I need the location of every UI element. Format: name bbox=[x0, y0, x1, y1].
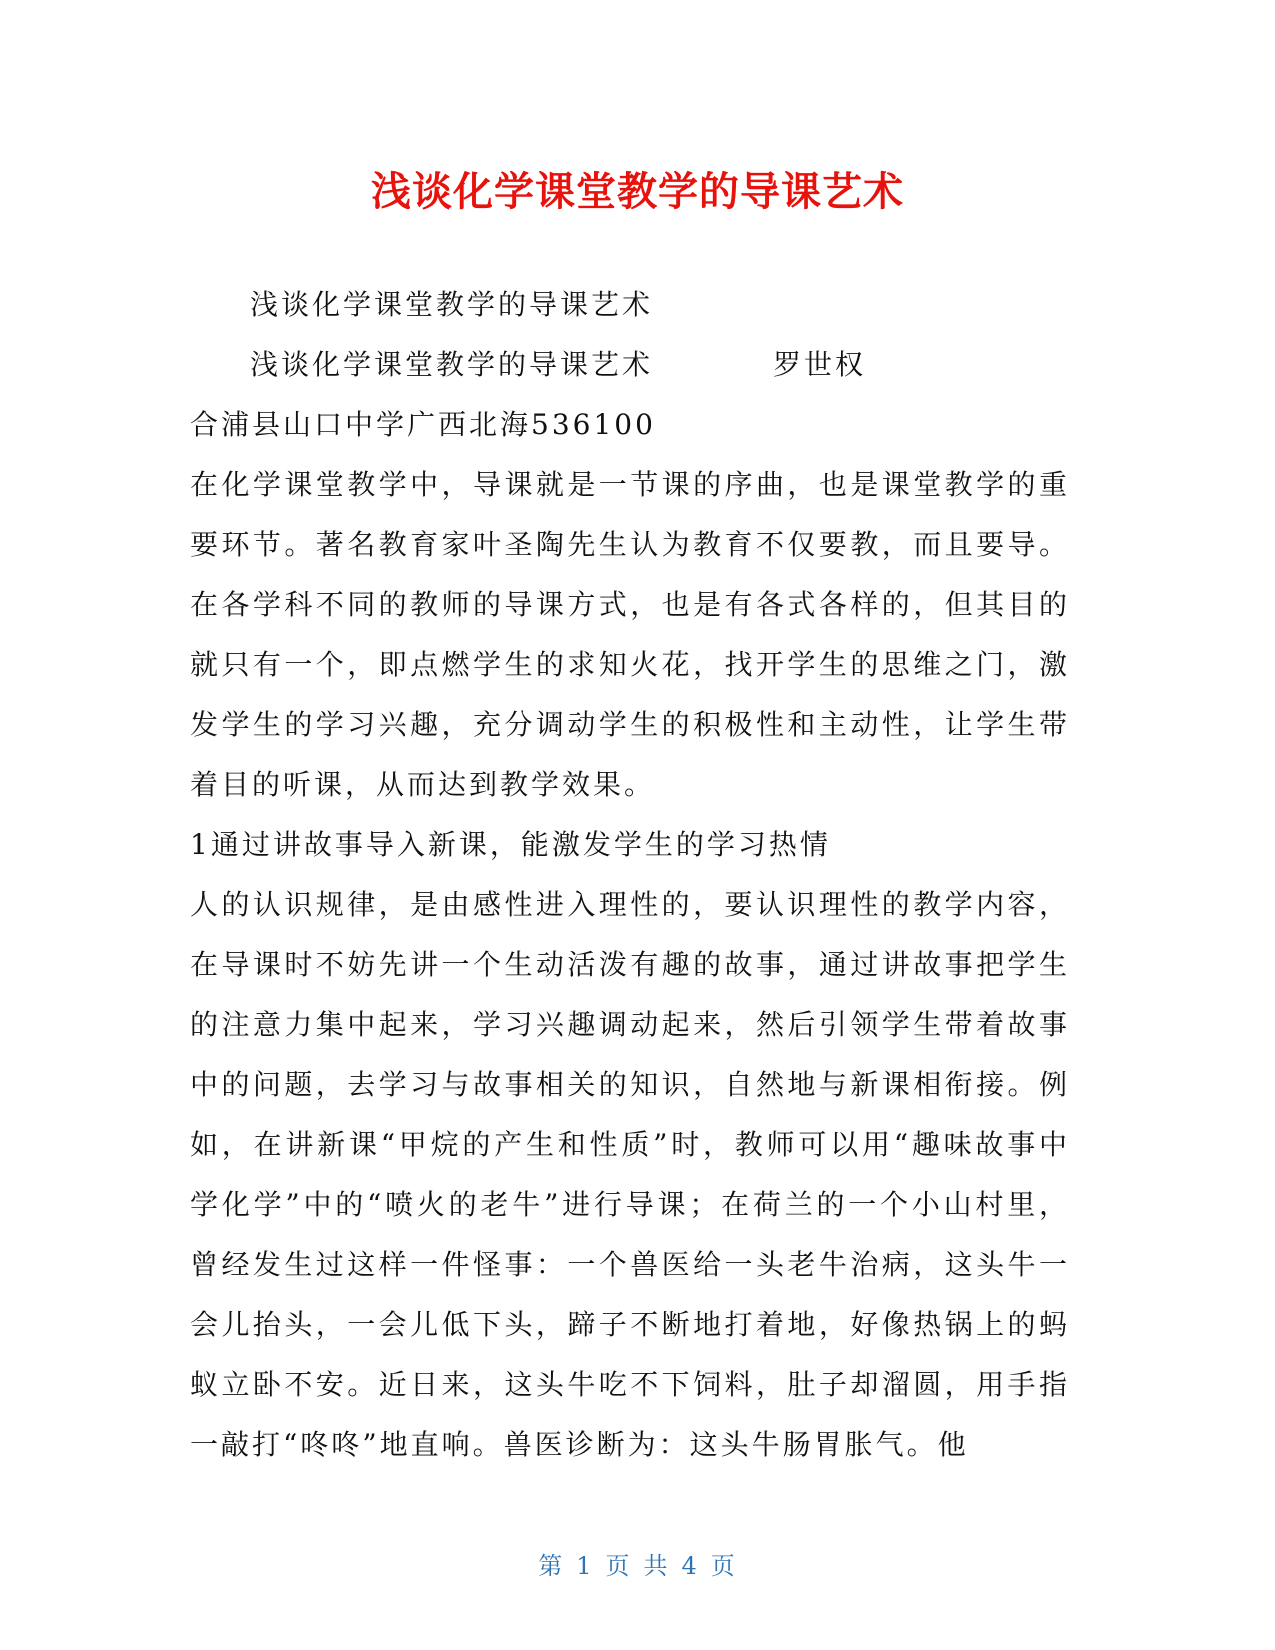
subtitle: 浅谈化学课堂教学的导课艺术 bbox=[250, 288, 654, 321]
footer-page-number: 1 bbox=[576, 1552, 594, 1580]
byline-title: 浅谈化学课堂教学的导课艺术 bbox=[250, 348, 654, 381]
footer-label-gong: 共 bbox=[643, 1552, 670, 1580]
paragraph-section-1: 人的认识规律，是由感性进入理性的，要认识理性的教学内容，在导课时不妨先讲一个生动活泼有趣的故事，通过讲故事把学生的注意力集中起来，学习兴趣调动起来，然后引领学生带着故事中的问题，去学习与故事相关的知识，自然地与新课相衔接。例如，在讲新课“甲烷的产生和性质”时，教师可以用“趣味故事中学化学”中的“喷火的老牛”进行导课；在荷兰的一个小山村里，曾经发生过这样一件怪事：一个兽医给一头老牛治病，这头牛一会儿抬头，一会儿低下头，蹄子不断地打着地，好像热锅上的蚂蚁立卧不安。近日来，这头牛吃不下饲料，肚子却溜圆，用手指一敲打“咚咚”地直响。兽医诊断为：这头牛肠胃胀气。他 bbox=[190, 888, 1070, 1461]
section-heading-1: 1通过讲故事导入新课，能激发学生的学习热情 bbox=[190, 828, 831, 861]
footer-label-di: 第 bbox=[538, 1552, 565, 1580]
document-body bbox=[190, 275, 1070, 1475]
author-name: 罗世权 bbox=[773, 348, 867, 381]
document-title: 浅谈化学课堂教学的导课艺术 bbox=[371, 169, 904, 215]
footer-label-ye: 页 bbox=[605, 1552, 632, 1580]
byline bbox=[190, 335, 1070, 395]
paragraph-intro: 在化学课堂教学中，导课就是一节课的序曲，也是课堂教学的重要环节。著名教育家叶圣陶先生认为教育不仅要教，而且要导。在各学科不同的教师的导课方式，也是有各式各样的，但其目的就只有一个，即点燃学生的求知火花，找开学生的思维之门，激发学生的学习兴趣，充分调动学生的积极性和主动性，让学生带着目的听课，从而达到教学效果。 bbox=[190, 468, 1070, 801]
affiliation: 合浦县山口中学广西北海536100 bbox=[190, 408, 656, 441]
footer-total-pages: 4 bbox=[681, 1552, 699, 1580]
footer-label-ye-2: 页 bbox=[710, 1552, 737, 1580]
page-footer bbox=[0, 1546, 1275, 1581]
